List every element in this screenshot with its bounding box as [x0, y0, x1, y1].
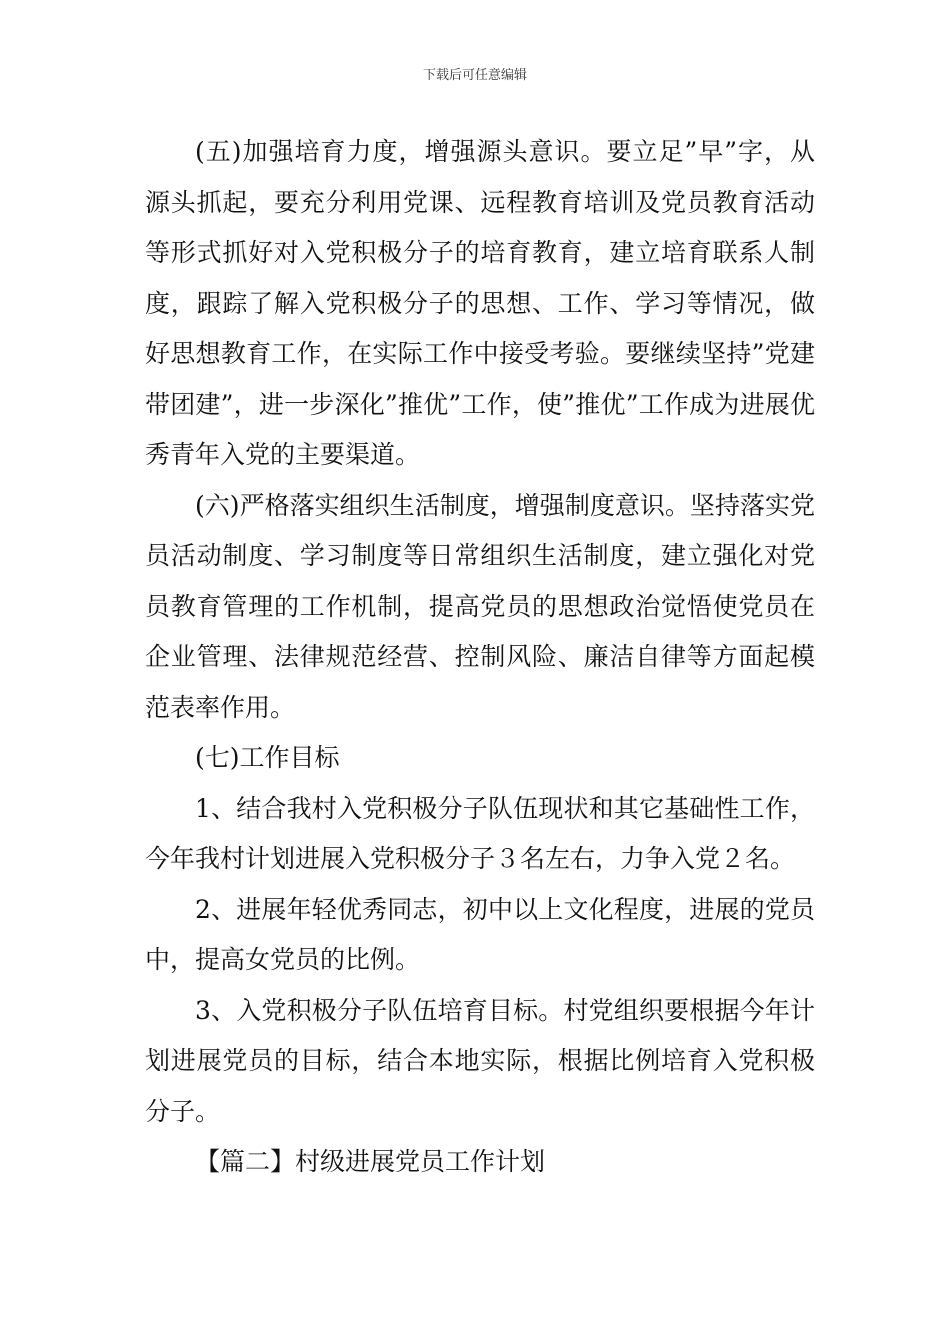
page-header: 下载后可任意编辑	[422, 68, 527, 83]
paragraph-5: (五)加强培育力度，增强源头意识。要立足”早”字，从源头抓起，要充分利用党课、远程教育培训及党员教育活动等形式抓好对入党积极分子的培育教育，建立培育联系人制度，跟踪了解入党积极分子的思想、工作、学习等情况，做好思想教育工作，在实际工作中接受考验。要继续坚持”党建带团建”，进一步深化”推优”工作，使”推优”工作成为进展优秀青年入党的主要渠道。	[145, 137, 815, 469]
goal-item-3: 3、入党积极分子队伍培育目标。村党组织要根据今年计划进展党员的目标，结合本地实际，根据比例培育入党积极分子。	[145, 995, 815, 1126]
document-body	[145, 127, 815, 1188]
paragraph-6: (六)严格落实组织生活制度，增强制度意识。坚持落实党员活动制度、学习制度等日常组织生活制度，建立强化对党员教育管理的工作机制，提高党员的思想政治觉悟使党员在企业管理、法律规范经营、控制风险、廉洁自律等方面起模范表率作用。	[145, 490, 815, 722]
goal-item-2: 2、进展年轻优秀同志，初中以上文化程度，进展的党员中，提高女党员的比例。	[145, 894, 815, 974]
paragraph-7-heading: (七)工作目标	[195, 743, 340, 772]
section-title: 【篇二】村级进展党员工作计划	[195, 1147, 546, 1176]
goal-item-1: 1、结合我村入党积极分子队伍现状和其它基础性工作，今年我村计划进展入党积极分子３名左右，力争入党２名。	[145, 793, 815, 873]
